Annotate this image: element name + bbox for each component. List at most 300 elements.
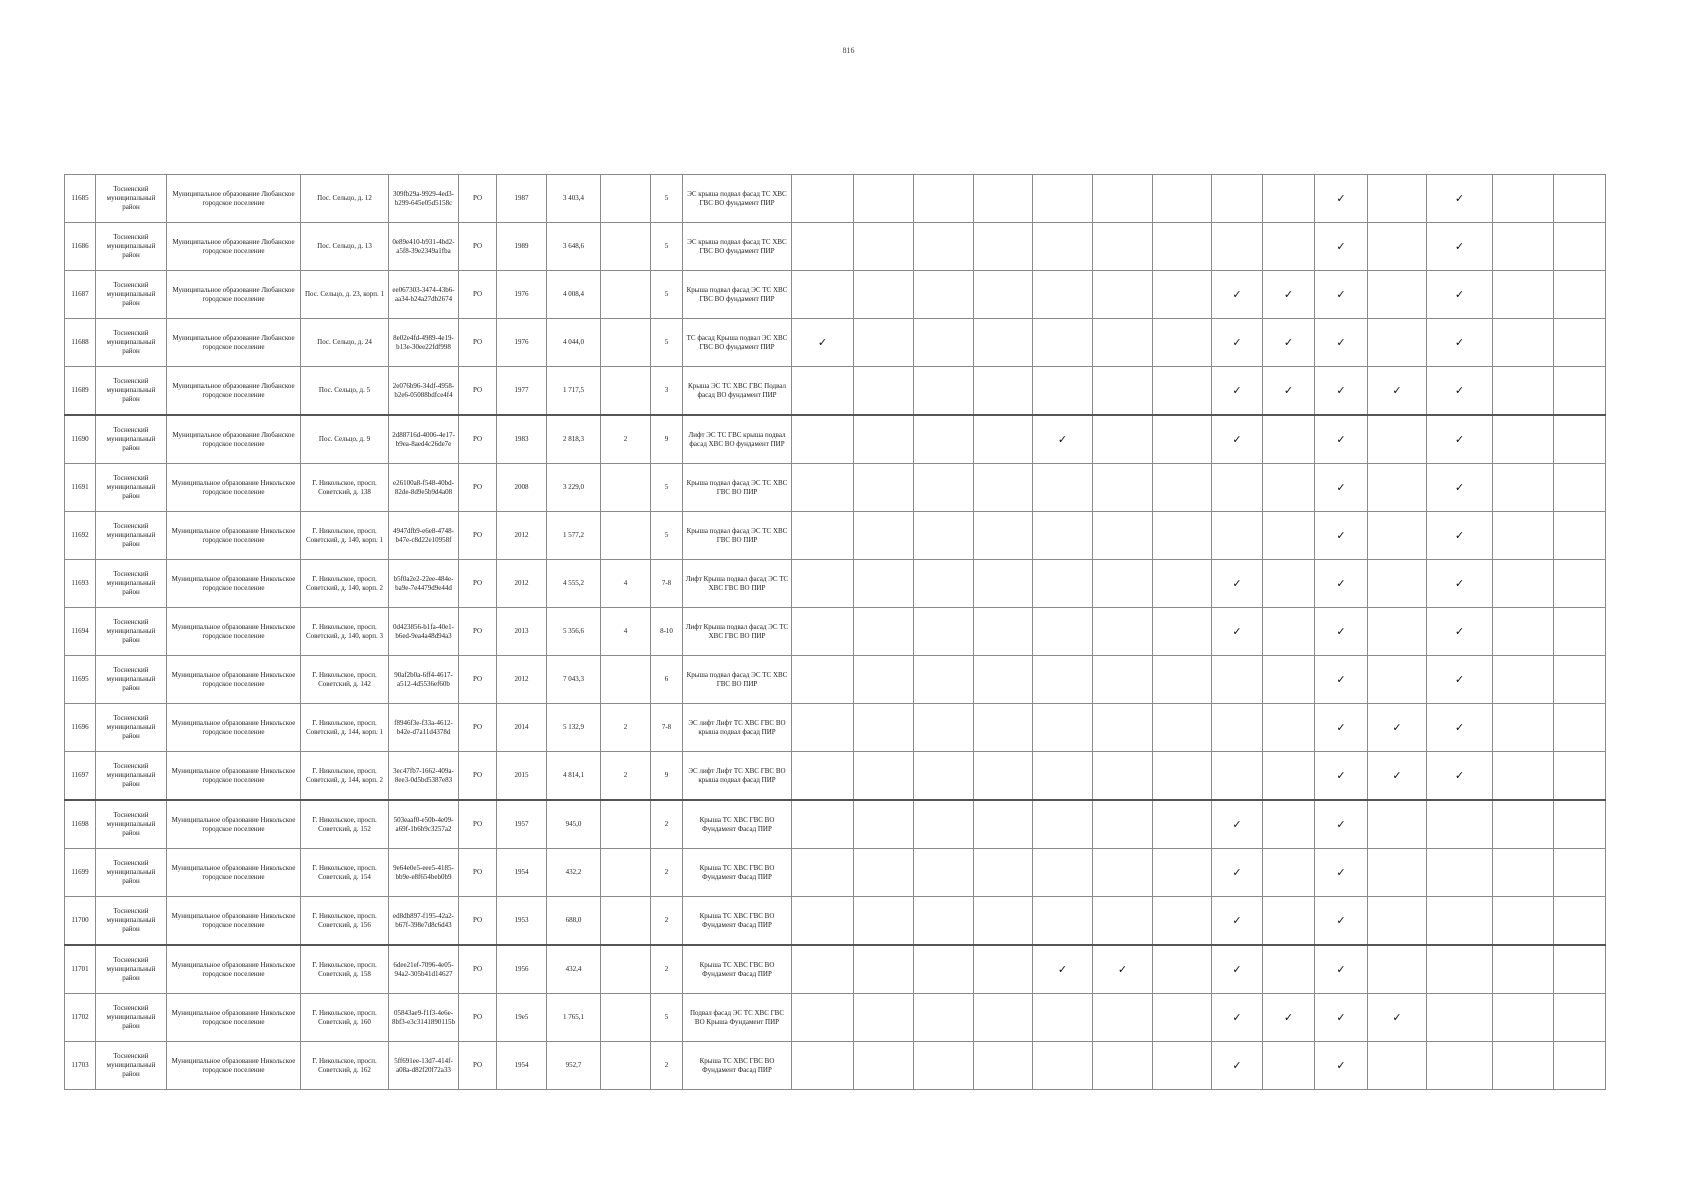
work-cell <box>974 319 1033 367</box>
municipality-cell: Муниципальное образование Любанское городское поселение <box>167 415 301 464</box>
checkmark-icon: ✓ <box>1427 560 1493 608</box>
row-number: 11687 <box>65 271 96 319</box>
work-cell <box>1153 1042 1212 1090</box>
work-cell <box>914 897 974 946</box>
address-cell: Г. Никольское, просп. Советский, д. 156 <box>301 897 389 946</box>
guid-cell: ee067303-3474-43b6-aa34-b24a27db2674 <box>389 271 459 319</box>
work-cell <box>1263 897 1315 946</box>
work-cell <box>1368 897 1427 946</box>
address-cell: Г. Никольское, просп. Советский, д. 142 <box>301 656 389 704</box>
work-cell <box>1493 897 1554 946</box>
work-cell <box>1368 849 1427 897</box>
row-number: 11699 <box>65 849 96 897</box>
area-cell: 3 403,4 <box>547 175 601 223</box>
floors-cell: 2 <box>651 849 683 897</box>
work-cell <box>1153 800 1212 849</box>
checkmark-icon: ✓ <box>1212 994 1263 1042</box>
table-row <box>65 945 1606 994</box>
floors-cell: 5 <box>651 512 683 560</box>
table-row <box>65 464 1606 512</box>
address-cell: Г. Никольское, просп. Советский, д. 140, корп. 1 <box>301 512 389 560</box>
district-cell: Тосненский муниципальный район <box>96 897 167 946</box>
works-cell: ЭС крыша подвал фасад ТС ХВС ГВС ВО фундамент ПИР <box>683 175 792 223</box>
year-cell: 2015 <box>497 752 547 801</box>
area-cell: 4 555,2 <box>547 560 601 608</box>
guid-cell: 4947dfb9-e6e8-4748-b47e-c8d22e10958f <box>389 512 459 560</box>
table-row <box>65 223 1606 271</box>
table-row <box>65 415 1606 464</box>
checkmark-icon: ✓ <box>1212 608 1263 656</box>
work-cell <box>792 800 854 849</box>
work-cell <box>914 464 974 512</box>
type-cell: РО <box>459 367 497 416</box>
work-cell <box>1427 849 1493 897</box>
work-cell <box>854 849 914 897</box>
checkmark-icon: ✓ <box>1315 271 1368 319</box>
work-cell <box>1093 704 1153 752</box>
work-cell <box>1033 319 1093 367</box>
works-cell: Крыша подвал фасад ЭС ТС ХВС ГВС ВО ПИР <box>683 512 792 560</box>
district-cell: Тосненский муниципальный район <box>96 464 167 512</box>
district-cell: Тосненский муниципальный район <box>96 415 167 464</box>
address-cell: Г. Никольское, просп. Советский, д. 154 <box>301 849 389 897</box>
guid-cell: 6dee21ef-7096-4e05-94a2-305b41d14627 <box>389 945 459 994</box>
work-cell <box>1263 608 1315 656</box>
type-cell: РО <box>459 752 497 801</box>
work-cell <box>1493 367 1554 416</box>
address-cell: Г. Никольское, просп. Советский, д. 140, корп. 3 <box>301 608 389 656</box>
work-cell <box>1153 897 1212 946</box>
entrances-cell <box>601 897 651 946</box>
work-cell <box>1554 1042 1606 1090</box>
checkmark-icon: ✓ <box>1315 464 1368 512</box>
floors-cell: 7-8 <box>651 704 683 752</box>
area-cell: 1 717,5 <box>547 367 601 416</box>
work-cell <box>1554 704 1606 752</box>
work-cell <box>1033 512 1093 560</box>
type-cell: РО <box>459 223 497 271</box>
checkmark-icon: ✓ <box>1315 367 1368 416</box>
floors-cell: 5 <box>651 223 683 271</box>
work-cell <box>1033 994 1093 1042</box>
work-cell <box>854 512 914 560</box>
work-cell <box>792 367 854 416</box>
work-cell <box>1212 704 1263 752</box>
work-cell <box>1554 367 1606 416</box>
work-cell <box>1153 367 1212 416</box>
municipality-cell: Муниципальное образование Любанское городское поселение <box>167 319 301 367</box>
work-cell <box>914 849 974 897</box>
address-cell: Пос. Сельцо, д. 13 <box>301 223 389 271</box>
work-cell <box>792 656 854 704</box>
work-cell <box>1493 656 1554 704</box>
row-number: 11700 <box>65 897 96 946</box>
work-cell <box>792 512 854 560</box>
guid-cell: 3ec47fb7-1662-409a-8ee3-0d5bd5387e83 <box>389 752 459 801</box>
work-cell <box>1033 367 1093 416</box>
table-row <box>65 175 1606 223</box>
work-cell <box>854 752 914 801</box>
works-cell: Крыша ЭС ТС ХВС ГВС Подвал фасад ВО фундамент ПИР <box>683 367 792 416</box>
checkmark-icon: ✓ <box>1263 271 1315 319</box>
checkmark-icon: ✓ <box>1368 367 1427 416</box>
work-cell <box>1033 464 1093 512</box>
work-cell <box>1493 608 1554 656</box>
work-cell <box>1093 560 1153 608</box>
work-cell <box>1493 849 1554 897</box>
work-cell <box>914 945 974 994</box>
checkmark-icon: ✓ <box>1315 175 1368 223</box>
area-cell: 432,4 <box>547 945 601 994</box>
type-cell: РО <box>459 175 497 223</box>
row-number: 11691 <box>65 464 96 512</box>
entrances-cell <box>601 512 651 560</box>
work-cell <box>1554 752 1606 801</box>
work-cell <box>792 849 854 897</box>
work-cell <box>1368 560 1427 608</box>
work-cell <box>1554 560 1606 608</box>
work-cell <box>1493 223 1554 271</box>
work-cell <box>1212 175 1263 223</box>
work-cell <box>974 752 1033 801</box>
work-cell <box>1368 945 1427 994</box>
guid-cell: 309fb29a-9929-4ed3-b299-645e05d5158c <box>389 175 459 223</box>
work-cell <box>1093 897 1153 946</box>
works-cell: Лифт Крыша подвал фасад ЭС ТС ХВС ГВС ВО ПИР <box>683 608 792 656</box>
work-cell <box>1263 849 1315 897</box>
address-cell: Пос. Сельцо, д. 23, корп. 1 <box>301 271 389 319</box>
table-row <box>65 608 1606 656</box>
guid-cell: e26100a8-f548-40bd-82de-8d9e5b9d4a08 <box>389 464 459 512</box>
year-cell: 1976 <box>497 319 547 367</box>
table-row <box>65 271 1606 319</box>
work-cell <box>1368 175 1427 223</box>
district-cell: Тосненский муниципальный район <box>96 704 167 752</box>
floors-cell: 9 <box>651 415 683 464</box>
checkmark-icon: ✓ <box>1033 945 1093 994</box>
municipality-cell: Муниципальное образование Никольское городское поселение <box>167 849 301 897</box>
checkmark-icon: ✓ <box>1212 415 1263 464</box>
address-cell: Пос. Сельцо, д. 5 <box>301 367 389 416</box>
checkmark-icon: ✓ <box>1427 464 1493 512</box>
type-cell: РО <box>459 945 497 994</box>
work-cell <box>792 994 854 1042</box>
work-cell <box>1093 175 1153 223</box>
work-cell <box>792 175 854 223</box>
type-cell: РО <box>459 560 497 608</box>
year-cell: 19e5 <box>497 994 547 1042</box>
table-row <box>65 752 1606 801</box>
table-row <box>65 994 1606 1042</box>
work-cell <box>914 704 974 752</box>
work-cell <box>974 223 1033 271</box>
work-cell <box>914 175 974 223</box>
entrances-cell <box>601 367 651 416</box>
checkmark-icon: ✓ <box>1427 415 1493 464</box>
guid-cell: 90af2b0a-6ff4-4617-a512-4d5536ef60b <box>389 656 459 704</box>
district-cell: Тосненский муниципальный район <box>96 994 167 1042</box>
table-row <box>65 512 1606 560</box>
work-cell <box>1263 175 1315 223</box>
year-cell: 1954 <box>497 1042 547 1090</box>
work-cell <box>1368 1042 1427 1090</box>
guid-cell: f8946f3e-f33a-4612-b42e-d7a11d4378d <box>389 704 459 752</box>
floors-cell: 5 <box>651 271 683 319</box>
checkmark-icon: ✓ <box>1368 704 1427 752</box>
district-cell: Тосненский муниципальный район <box>96 752 167 801</box>
year-cell: 1954 <box>497 849 547 897</box>
work-cell <box>1093 656 1153 704</box>
entrances-cell <box>601 175 651 223</box>
work-cell <box>1093 464 1153 512</box>
work-cell <box>1153 464 1212 512</box>
floors-cell: 7-8 <box>651 560 683 608</box>
work-cell <box>1368 608 1427 656</box>
works-cell: Крыша ТС ХВС ГВС ВО Фундамент Фасад ПИР <box>683 1042 792 1090</box>
works-cell: Крыша подвал фасад ЭС ТС ХВС ГВС ВО ПИР <box>683 464 792 512</box>
area-cell: 688,0 <box>547 897 601 946</box>
work-cell <box>1368 223 1427 271</box>
work-cell <box>1493 319 1554 367</box>
table-row <box>65 560 1606 608</box>
checkmark-icon: ✓ <box>1212 560 1263 608</box>
work-cell <box>1263 945 1315 994</box>
row-number: 11689 <box>65 367 96 416</box>
area-cell: 3 229,0 <box>547 464 601 512</box>
work-cell <box>1153 704 1212 752</box>
work-cell <box>974 994 1033 1042</box>
district-cell: Тосненский муниципальный район <box>96 512 167 560</box>
address-cell: Г. Никольское, просп. Советский, д. 162 <box>301 1042 389 1090</box>
work-cell <box>1554 800 1606 849</box>
year-cell: 2008 <box>497 464 547 512</box>
table-row <box>65 800 1606 849</box>
row-number: 11694 <box>65 608 96 656</box>
area-cell: 4 008,4 <box>547 271 601 319</box>
row-number: 11702 <box>65 994 96 1042</box>
work-cell <box>1427 945 1493 994</box>
work-cell <box>1368 319 1427 367</box>
type-cell: РО <box>459 656 497 704</box>
work-cell <box>914 800 974 849</box>
district-cell: Тосненский муниципальный район <box>96 223 167 271</box>
type-cell: РО <box>459 897 497 946</box>
row-number: 11688 <box>65 319 96 367</box>
address-cell: Г. Никольское, просп. Советский, д. 140, корп. 2 <box>301 560 389 608</box>
area-cell: 4 814,1 <box>547 752 601 801</box>
municipality-cell: Муниципальное образование Никольское городское поселение <box>167 464 301 512</box>
work-cell <box>1554 897 1606 946</box>
checkmark-icon: ✓ <box>1212 1042 1263 1090</box>
work-cell <box>1033 223 1093 271</box>
work-cell <box>854 271 914 319</box>
entrances-cell <box>601 319 651 367</box>
work-cell <box>974 464 1033 512</box>
work-cell <box>1153 849 1212 897</box>
table-row <box>65 319 1606 367</box>
work-cell <box>1263 415 1315 464</box>
municipality-cell: Муниципальное образование Никольское городское поселение <box>167 608 301 656</box>
work-cell <box>1153 656 1212 704</box>
housing-repair-table <box>64 174 1606 1090</box>
work-cell <box>1093 1042 1153 1090</box>
work-cell <box>1493 704 1554 752</box>
work-cell <box>914 223 974 271</box>
work-cell <box>974 415 1033 464</box>
work-cell <box>1093 849 1153 897</box>
work-cell <box>1033 608 1093 656</box>
type-cell: РО <box>459 271 497 319</box>
entrances-cell <box>601 223 651 271</box>
year-cell: 1977 <box>497 367 547 416</box>
work-cell <box>1493 945 1554 994</box>
work-cell <box>914 656 974 704</box>
row-number: 11690 <box>65 415 96 464</box>
municipality-cell: Муниципальное образование Никольское городское поселение <box>167 945 301 994</box>
municipality-cell: Муниципальное образование Никольское городское поселение <box>167 656 301 704</box>
work-cell <box>1263 800 1315 849</box>
entrances-cell: 2 <box>601 415 651 464</box>
work-cell <box>854 560 914 608</box>
type-cell: РО <box>459 800 497 849</box>
work-cell <box>1153 560 1212 608</box>
address-cell: Г. Никольское, просп. Советский, д. 152 <box>301 800 389 849</box>
guid-cell: 2d88716d-4006-4e17-b9ea-8aed4c26de7e <box>389 415 459 464</box>
work-cell <box>792 945 854 994</box>
year-cell: 1956 <box>497 945 547 994</box>
checkmark-icon: ✓ <box>1212 849 1263 897</box>
work-cell <box>914 319 974 367</box>
area-cell: 5 356,6 <box>547 608 601 656</box>
work-cell <box>1263 704 1315 752</box>
work-cell <box>854 223 914 271</box>
work-cell <box>854 175 914 223</box>
address-cell: Пос. Сельцо, д. 24 <box>301 319 389 367</box>
work-cell <box>1263 512 1315 560</box>
work-cell <box>1368 271 1427 319</box>
works-cell: Лифт Крыша подвал фасад ЭС ТС ХВС ГВС ВО ПИР <box>683 560 792 608</box>
works-cell: Крыша подвал фасад ЭС ТС ХВС ГВС ВО ПИР <box>683 656 792 704</box>
work-cell <box>1153 415 1212 464</box>
works-cell: ТС фасад Крыша подвал ЭС ХВС ГВС ВО фундамент ПИР <box>683 319 792 367</box>
address-cell: Пос. Сельцо, д. 9 <box>301 415 389 464</box>
checkmark-icon: ✓ <box>1427 656 1493 704</box>
work-cell <box>1153 175 1212 223</box>
work-cell <box>914 1042 974 1090</box>
work-cell <box>1093 271 1153 319</box>
work-cell <box>1427 897 1493 946</box>
municipality-cell: Муниципальное образование Никольское городское поселение <box>167 512 301 560</box>
area-cell: 4 044,0 <box>547 319 601 367</box>
work-cell <box>1554 512 1606 560</box>
work-cell <box>854 319 914 367</box>
floors-cell: 2 <box>651 897 683 946</box>
year-cell: 1957 <box>497 800 547 849</box>
work-cell <box>1263 560 1315 608</box>
type-cell: РО <box>459 849 497 897</box>
entrances-cell <box>601 945 651 994</box>
work-cell <box>1033 752 1093 801</box>
row-number: 11697 <box>65 752 96 801</box>
checkmark-icon: ✓ <box>1427 175 1493 223</box>
work-cell <box>1033 800 1093 849</box>
work-cell <box>914 560 974 608</box>
row-number: 11685 <box>65 175 96 223</box>
work-cell <box>1493 800 1554 849</box>
work-cell <box>1093 319 1153 367</box>
work-cell <box>1212 223 1263 271</box>
work-cell <box>1554 223 1606 271</box>
work-cell <box>974 656 1033 704</box>
work-cell <box>1093 800 1153 849</box>
checkmark-icon: ✓ <box>1033 415 1093 464</box>
guid-cell: 8e02e4fd-4989-4e19-b13e-30ee22fdf998 <box>389 319 459 367</box>
entrances-cell: 4 <box>601 608 651 656</box>
checkmark-icon: ✓ <box>1212 319 1263 367</box>
work-cell <box>1033 1042 1093 1090</box>
area-cell: 945,0 <box>547 800 601 849</box>
work-cell <box>1093 367 1153 416</box>
area-cell: 3 648,6 <box>547 223 601 271</box>
work-cell <box>914 271 974 319</box>
checkmark-icon: ✓ <box>1212 271 1263 319</box>
work-cell <box>974 704 1033 752</box>
entrances-cell <box>601 849 651 897</box>
year-cell: 2012 <box>497 560 547 608</box>
district-cell: Тосненский муниципальный район <box>96 849 167 897</box>
municipality-cell: Муниципальное образование Никольское городское поселение <box>167 897 301 946</box>
work-cell <box>1554 945 1606 994</box>
district-cell: Тосненский муниципальный район <box>96 608 167 656</box>
work-cell <box>854 367 914 416</box>
work-cell <box>914 415 974 464</box>
entrances-cell: 2 <box>601 704 651 752</box>
work-cell <box>974 945 1033 994</box>
district-cell: Тосненский муниципальный район <box>96 367 167 416</box>
checkmark-icon: ✓ <box>1315 415 1368 464</box>
checkmark-icon: ✓ <box>1263 367 1315 416</box>
table-row <box>65 656 1606 704</box>
work-cell <box>1368 415 1427 464</box>
floors-cell: 2 <box>651 1042 683 1090</box>
type-cell: РО <box>459 608 497 656</box>
guid-cell: 2e076b96-34df-4958-b2e6-05088bdfce4f4 <box>389 367 459 416</box>
area-cell: 1 577,2 <box>547 512 601 560</box>
municipality-cell: Муниципальное образование Никольское городское поселение <box>167 704 301 752</box>
work-cell <box>1033 849 1093 897</box>
checkmark-icon: ✓ <box>1427 367 1493 416</box>
checkmark-icon: ✓ <box>1263 319 1315 367</box>
works-cell: Лифт ЭС ТС ГВС крыша подвал фасад ХВС ВО фундамент ПИР <box>683 415 792 464</box>
year-cell: 2013 <box>497 608 547 656</box>
work-cell <box>1153 223 1212 271</box>
work-cell <box>1493 464 1554 512</box>
work-cell <box>1263 464 1315 512</box>
year-cell: 1976 <box>497 271 547 319</box>
floors-cell: 6 <box>651 656 683 704</box>
year-cell: 1989 <box>497 223 547 271</box>
work-cell <box>854 608 914 656</box>
work-cell <box>974 271 1033 319</box>
checkmark-icon: ✓ <box>1315 800 1368 849</box>
year-cell: 1987 <box>497 175 547 223</box>
work-cell <box>914 752 974 801</box>
work-cell <box>1427 800 1493 849</box>
work-cell <box>854 994 914 1042</box>
type-cell: РО <box>459 319 497 367</box>
work-cell <box>1427 1042 1493 1090</box>
work-cell <box>974 560 1033 608</box>
